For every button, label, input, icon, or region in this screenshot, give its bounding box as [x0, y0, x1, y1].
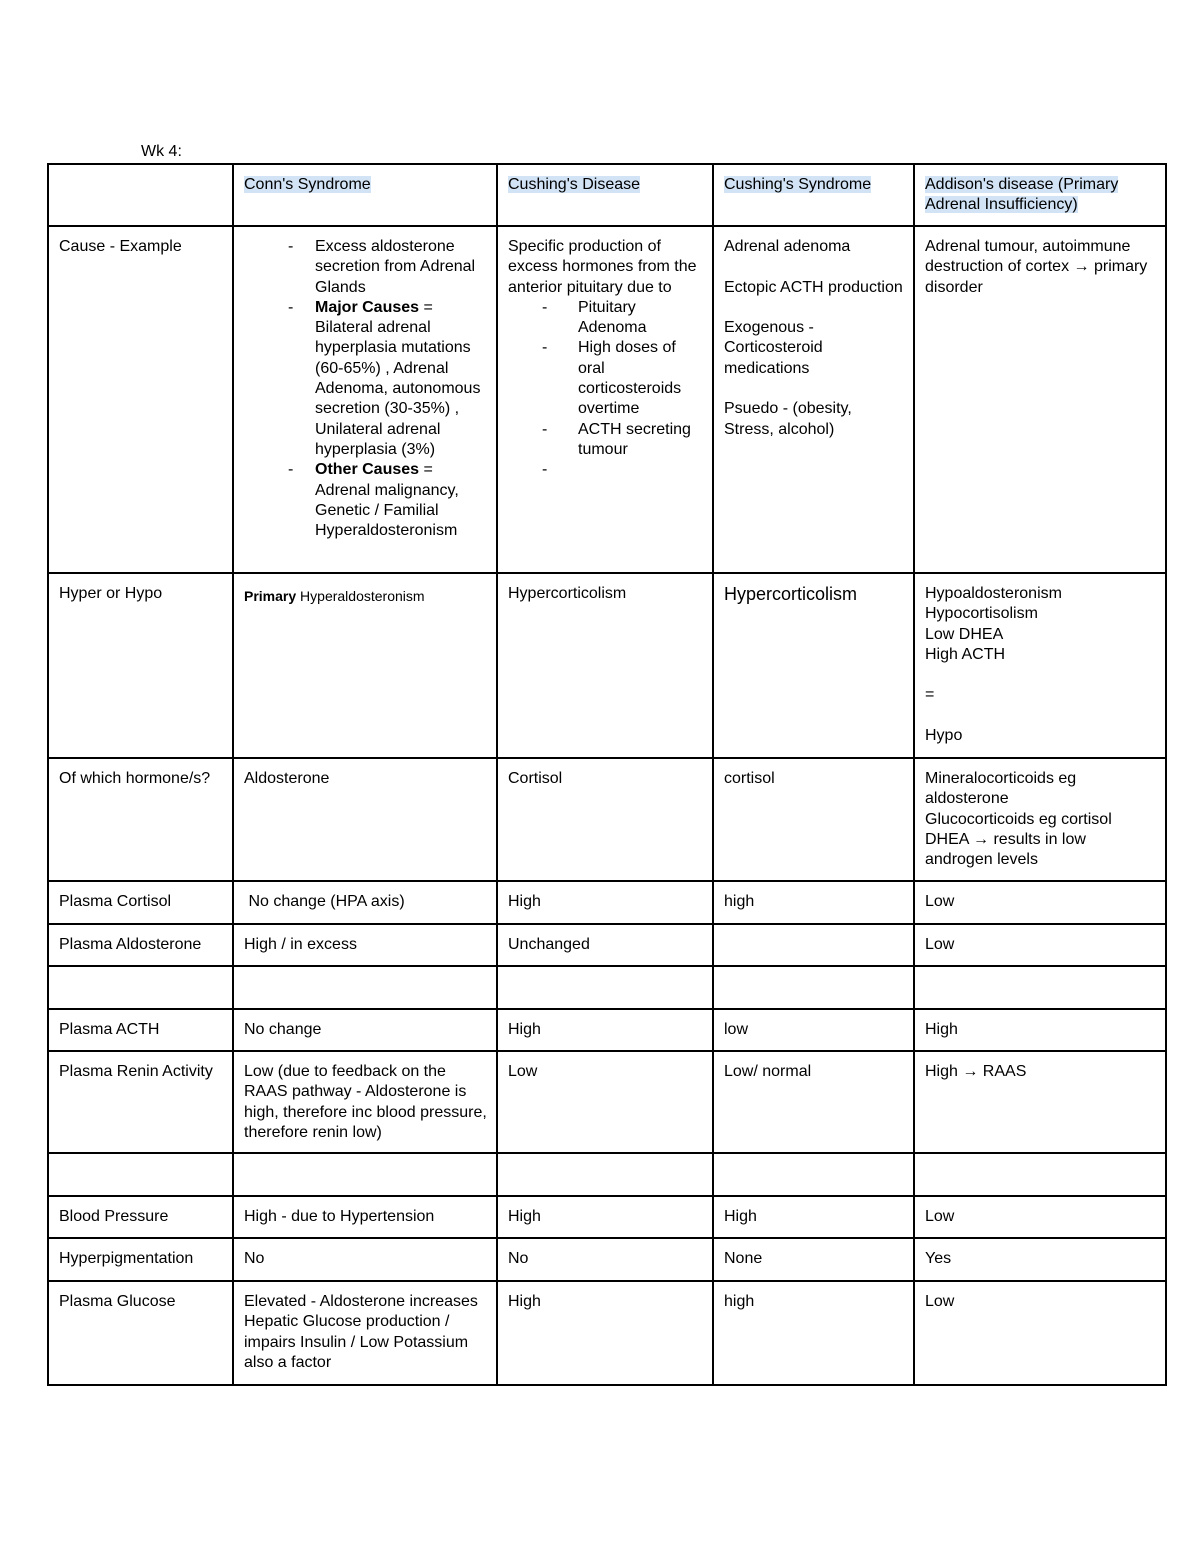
- table-row: [48, 1009, 1166, 1051]
- header-cushings-syndrome[interactable]: [713, 164, 914, 226]
- row-label[interactable]: Plasma Aldosterone: [48, 924, 233, 966]
- cause-list: [244, 237, 488, 541]
- cell-cushing-syndrome[interactable]: High: [713, 1196, 914, 1238]
- cell-conn[interactable]: No: [233, 1238, 497, 1281]
- list-item: - ACTH secreting tumour: [508, 420, 704, 461]
- cell-addison-hormone[interactable]: [914, 758, 1166, 881]
- list-item: - Pituitary Adenoma: [508, 298, 704, 339]
- header-cell-blank[interactable]: [48, 164, 233, 226]
- header-addisons-disease[interactable]: [914, 164, 1166, 226]
- cell-cushing-disease[interactable]: No: [497, 1238, 713, 1281]
- row-label[interactable]: [48, 1153, 233, 1196]
- table-row-empty: [48, 966, 1166, 1009]
- text-line: [724, 379, 905, 399]
- cell-conn[interactable]: No change (HPA axis): [233, 881, 497, 924]
- cell-conn[interactable]: High / in excess: [233, 924, 497, 966]
- cell-cushing-syndrome-hormone[interactable]: cortisol: [713, 758, 914, 881]
- cell-cushing-disease[interactable]: High: [497, 1281, 713, 1385]
- text-line: [925, 665, 1157, 685]
- table-row-hormone: [48, 758, 1166, 881]
- cell-cushing-disease[interactable]: Low: [497, 1051, 713, 1153]
- text-line: [724, 257, 905, 277]
- text-line: Hypocortisolism: [925, 605, 1038, 623]
- cell-cushing-disease[interactable]: High: [497, 881, 713, 924]
- cell-cushing-syndrome[interactable]: [713, 1153, 914, 1196]
- cell-conn[interactable]: High - due to Hypertension: [233, 1196, 497, 1238]
- comparison-table: [47, 163, 1167, 1386]
- cell-cushing-disease-hyper-hypo[interactable]: Hypercorticolism: [497, 573, 713, 758]
- header-label: Cushing's Disease: [508, 176, 641, 193]
- text-line: Psuedo - (obesity, Stress, alcohol): [724, 400, 852, 438]
- cell-cushing-syndrome[interactable]: high: [713, 881, 914, 924]
- cell-cushing-syndrome[interactable]: None: [713, 1238, 914, 1281]
- cell-cushing-disease-hormone[interactable]: Cortisol: [497, 758, 713, 881]
- cell-addison[interactable]: Low: [914, 1281, 1166, 1385]
- table-row-empty: [48, 1153, 1166, 1196]
- row-label[interactable]: [48, 966, 233, 1009]
- cell-addison[interactable]: [914, 1153, 1166, 1196]
- cell-addison[interactable]: [914, 966, 1166, 1009]
- row-label[interactable]: Plasma Glucose: [48, 1281, 233, 1385]
- table-row: [48, 1281, 1166, 1385]
- cell-addison[interactable]: Low: [914, 1196, 1166, 1238]
- text-line: Ectopic ACTH production: [724, 278, 903, 296]
- cell-addison-hyper-hypo[interactable]: [914, 573, 1166, 758]
- cell-cushing-syndrome[interactable]: high: [713, 1281, 914, 1385]
- table-row: [48, 1051, 1166, 1153]
- text-line: High ACTH: [925, 645, 1006, 663]
- text-line: Low DHEA: [925, 625, 1004, 643]
- text-line: [925, 706, 1157, 726]
- text-line: Hypo: [925, 727, 963, 745]
- table-row: [48, 1238, 1166, 1281]
- cell-cushing-disease[interactable]: Unchanged: [497, 924, 713, 966]
- header-label: Addison's disease (Primary Adrenal Insufficiency): [925, 176, 1119, 214]
- cell-cushing-disease[interactable]: High: [497, 1196, 713, 1238]
- row-label[interactable]: Plasma Cortisol: [48, 881, 233, 924]
- cell-cushing-disease[interactable]: [497, 1153, 713, 1196]
- text-line: =: [925, 686, 935, 704]
- text-line: Hypoaldosteronism: [925, 585, 1062, 602]
- cell-conn[interactable]: Elevated - Aldosterone increases Hepatic Glucose production / impairs Insulin / Low Potassium also a factor: [233, 1281, 497, 1385]
- cell-cushing-disease-cause[interactable]: [497, 226, 713, 573]
- cell-addison-cause[interactable]: Adrenal tumour, autoimmune destruction of cortex → primary disorder: [914, 226, 1166, 573]
- text-line: Mineralocorticoids eg aldosterone: [925, 770, 1077, 808]
- row-label[interactable]: Hyperpigmentation: [48, 1238, 233, 1281]
- cell-conn-hormone[interactable]: Aldosterone: [233, 758, 497, 881]
- row-label-hormone[interactable]: Of which hormone/s?: [48, 758, 233, 881]
- cell-addison[interactable]: Low: [914, 881, 1166, 924]
- document-title: Wk 4:: [141, 143, 182, 160]
- cell-conn-hyper-hypo[interactable]: Primary Hyperaldosteronism: [233, 573, 497, 758]
- cell-cushing-disease[interactable]: High: [497, 1009, 713, 1051]
- header-conns-syndrome[interactable]: [233, 164, 497, 226]
- cell-conn[interactable]: No change: [233, 1009, 497, 1051]
- header-row: [48, 164, 1166, 226]
- list-item: - Major Causes = Bilateral adrenal hyperplasia mutations (60-65%) , Adrenal Adenoma, autonomous secretion (30-35%) , Unilateral adrenal hyperplasia (3%): [244, 298, 488, 460]
- cell-cushing-syndrome[interactable]: low: [713, 1009, 914, 1051]
- header-label: Cushing's Syndrome: [724, 176, 872, 193]
- row-label-cause[interactable]: Cause - Example: [48, 226, 233, 573]
- cell-cushing-syndrome-hyper-hypo[interactable]: Hypercorticolism: [713, 573, 914, 758]
- table-row: [48, 1196, 1166, 1238]
- cell-cushing-disease[interactable]: [497, 966, 713, 1009]
- cell-cushing-syndrome[interactable]: [713, 924, 914, 966]
- cell-conn-cause[interactable]: [233, 226, 497, 573]
- header-cushings-disease[interactable]: [497, 164, 713, 226]
- cell-addison[interactable]: Yes: [914, 1238, 1166, 1281]
- cell-addison[interactable]: High: [914, 1009, 1166, 1051]
- cell-addison[interactable]: Low: [914, 924, 1166, 966]
- text-line: Adrenal adenoma: [724, 238, 851, 255]
- text-line: Exogenous - Corticosteroid medications: [724, 319, 823, 377]
- list-item: - Excess aldosterone secretion from Adrenal Glands: [244, 237, 488, 298]
- text-line: Glucocorticoids eg cortisol: [925, 810, 1112, 828]
- cause-list: [508, 298, 704, 460]
- row-label-hyper-hypo[interactable]: Hyper or Hypo: [48, 573, 233, 758]
- table-row-cause: [48, 226, 1166, 573]
- cell-cushing-syndrome-cause[interactable]: [713, 226, 914, 573]
- row-label[interactable]: Plasma Renin Activity: [48, 1051, 233, 1153]
- table-row: [48, 924, 1166, 966]
- list-item: - Other Causes = Adrenal malignancy, Genetic / Familial Hyperaldosteronism: [244, 460, 488, 541]
- cell-conn[interactable]: [233, 1153, 497, 1196]
- cell-conn[interactable]: [233, 966, 497, 1009]
- row-label[interactable]: Plasma ACTH: [48, 1009, 233, 1051]
- row-label[interactable]: Blood Pressure: [48, 1196, 233, 1238]
- cell-cushing-syndrome[interactable]: Low/ normal: [713, 1051, 914, 1153]
- cell-addison[interactable]: High → RAAS: [914, 1051, 1166, 1153]
- text-line: DHEA → results in low androgen levels: [925, 830, 1086, 869]
- text-line: [724, 298, 905, 318]
- cause-intro: Specific production of excess hormones from the anterior pituitary due to: [508, 238, 697, 296]
- header-label: Conn's Syndrome: [244, 176, 371, 193]
- list-item: - High doses of oral corticosteroids overtime: [508, 338, 704, 419]
- table-row: [48, 881, 1166, 924]
- cell-conn[interactable]: Low (due to feedback on the RAAS pathway - Aldosterone is high, therefore inc blood pressure, therefore renin low): [233, 1051, 497, 1153]
- table-row-hyper-hypo: [48, 573, 1166, 758]
- cell-cushing-syndrome[interactable]: [713, 966, 914, 1009]
